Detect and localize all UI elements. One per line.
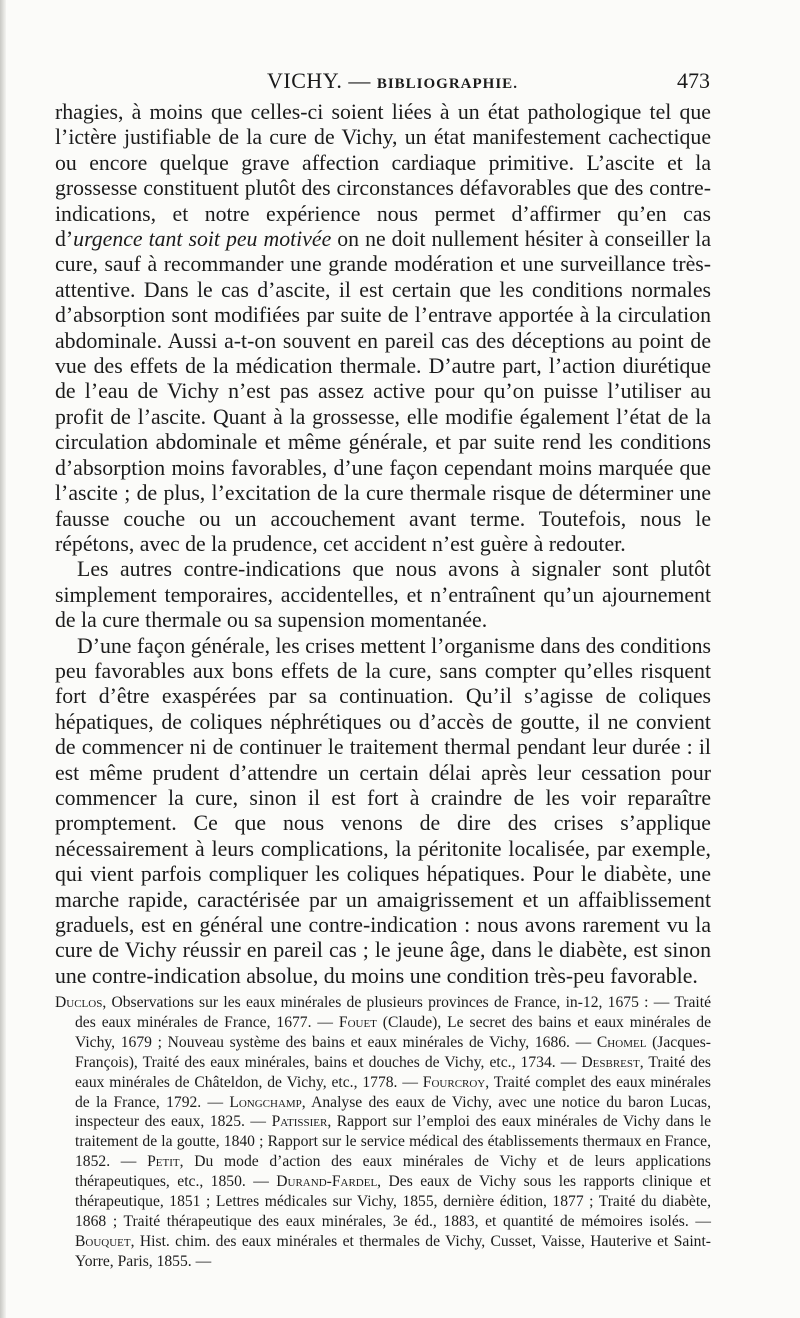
biblio-entry: , Rapport sur l’emploi des eaux minérales de Vichy dans le traitement de la goutte, 1840 ; Rapport sur le service médical des établissements thermaux en France, 1852. —	[75, 1113, 711, 1171]
running-header	[55, 68, 710, 98]
biblio-entry: , Du mode d’action des eaux minérales de Vichy et de leurs applications thérapeutiques, etc., 1850. —	[75, 1153, 711, 1191]
paragraph-1-emphasis: urgence tant soit peu motivée	[73, 227, 332, 252]
biblio-author: Bouquet	[75, 1232, 131, 1250]
header-title	[267, 68, 518, 94]
biblio-entry: (Jacques-François), Traité des eaux minérales, bains et douches de Vichy, etc., 1734. —	[75, 1033, 711, 1071]
biblio-author: Fouet	[338, 1013, 377, 1031]
paragraph-2: Les autres contre-indications que nous avons à signaler sont plutôt simplement temporaires, accidentelles, et n’entraînent qu’un ajournement de la cure thermale ou sa supension momentanée.	[55, 557, 711, 633]
biblio-author: Fourcroy	[422, 1073, 486, 1091]
bibliography	[55, 993, 711, 1272]
body-text	[55, 100, 711, 989]
biblio-entry: , Traité des eaux minérales de Châteldon, de Vichy, etc., 1778. —	[75, 1053, 711, 1091]
biblio-author: Durand-Fardel	[276, 1173, 378, 1191]
paragraph-3: D’une façon générale, les crises mettent l’organisme dans des conditions peu favorables aux bons effets de la cure, sans compter qu’elles risquent fort d’être exaspérées par sa continuation. Qu’il s’agisse de coliques hépatiques, de coliques néphrétiques ou d’accès de goutte, il ne convient de commencer ni de continuer le traitement thermal pendant leur durée : il est même prudent d’attendre un certain délai après leur cessation pour commencer la cure, sinon il est fort à craindre de les voir reparaître promptement. Ce que nous venons de dire des crises s’applique nécessairement à leurs complications, la péritonite localisée, par exemple, qui vient parfois compliquer les coliques hépatiques. Pour le diabète, une marche rapide, caractérisée par un amaigrissement et un affaiblissement graduels, est en général une contre-indication : nous avons rarement vu la cure de Vichy réussir en pareil cas ; le jeune âge, dans le diabète, est sinon une contre-indication absolue, du moins une condition très-peu favorable.	[55, 633, 711, 988]
biblio-author: Longchamp	[229, 1093, 302, 1111]
biblio-author: Patissier	[271, 1113, 328, 1131]
biblio-entry: , Analyse des eaux de Vichy, avec une notice du baron Lucas, inspecteur des eaux, 1825. —	[75, 1093, 711, 1131]
paragraph-1-part-a: rhagies, à moins que celles-ci soient liées à un état pathologique tel que l’ictère justifiable de la cure de Vichy, un état manifestement cachectique ou encore quelque grave affection cardiaque primitive. L’ascite et la grossesse constituent plutôt des circonstances défavorables que des contre-indications, et notre expérience nous permet d’affirmer qu’en cas d’	[55, 100, 711, 252]
header-title-sub: BIBLIOGRAPHIE.	[376, 76, 518, 92]
header-title-dash: —	[342, 68, 377, 93]
biblio-entry: , Observations sur les eaux minérales de plusieurs provinces de France, in-12, 1675 : — Traité des eaux minérales de France, 1677. —	[75, 994, 711, 1031]
biblio-author: Chomel	[596, 1033, 647, 1051]
page-number: 473	[677, 68, 710, 93]
header-title-main: VICHY.	[267, 68, 343, 93]
paragraph-1-part-b: on ne doit nullement hésiter à conseiller la cure, sauf à recommander une grande modération et une surveillance très-attentive. Dans le cas d’ascite, il est certain que les conditions normales d’absorption sont modifiées par suite de l’entrave apportée à la circulation abdominale. Aussi a-t-on souvent en pareil cas des déceptions au point de vue des effets de la médication thermale. D’autre part, l’action diurétique de l’eau de Vichy n’est pas assez active pour qu’on puisse l’utiliser au profit de l’ascite. Quant à la grossesse, elle modifie également l’état de la circulation abdominale et même générale, et par suite rend les conditions d’absorption moins favorables, d’une façon cependant moins marquée que l’ascite ; de plus, l’excitation de la cure thermale risque de déterminer une fausse couche ou un accouchement avant terme. Toutefois, nous le répétons, avec de la prudence, cet accident n’est guère à redouter.	[55, 227, 711, 556]
bibliography-text	[55, 993, 711, 1272]
biblio-entry: , Traité complet des eaux minérales de la France, 1792. —	[75, 1073, 712, 1111]
biblio-author: Desbrest	[581, 1053, 640, 1071]
biblio-author: Petit	[147, 1153, 180, 1171]
biblio-entry: , Des eaux de Vichy sous les rapports clinique et thérapeutique, 1851 ; Lettres médicales sur Vichy, 1855, dernière édition, 1877 ; Traité du diabète, 1868 ; Traité thérapeutique des eaux minérales, 3e éd., 1883, et quantité de mémoires isolés. —	[75, 1173, 711, 1230]
biblio-entry: (Claude), Le secret des bains et eaux minérales de Vichy, 1679 ; Nouveau système des bains et eaux minérales de Vichy, 1686. —	[75, 1013, 711, 1051]
biblio-author: Duclos	[55, 994, 103, 1011]
paragraph-1	[55, 100, 711, 557]
page-edge-shadow	[0, 0, 6, 1318]
biblio-entry: , Hist. chim. des eaux minérales et thermales de Vichy, Cusset, Vaisse, Hauterive et Saint-Yorre, Paris, 1855. —	[75, 1232, 711, 1270]
